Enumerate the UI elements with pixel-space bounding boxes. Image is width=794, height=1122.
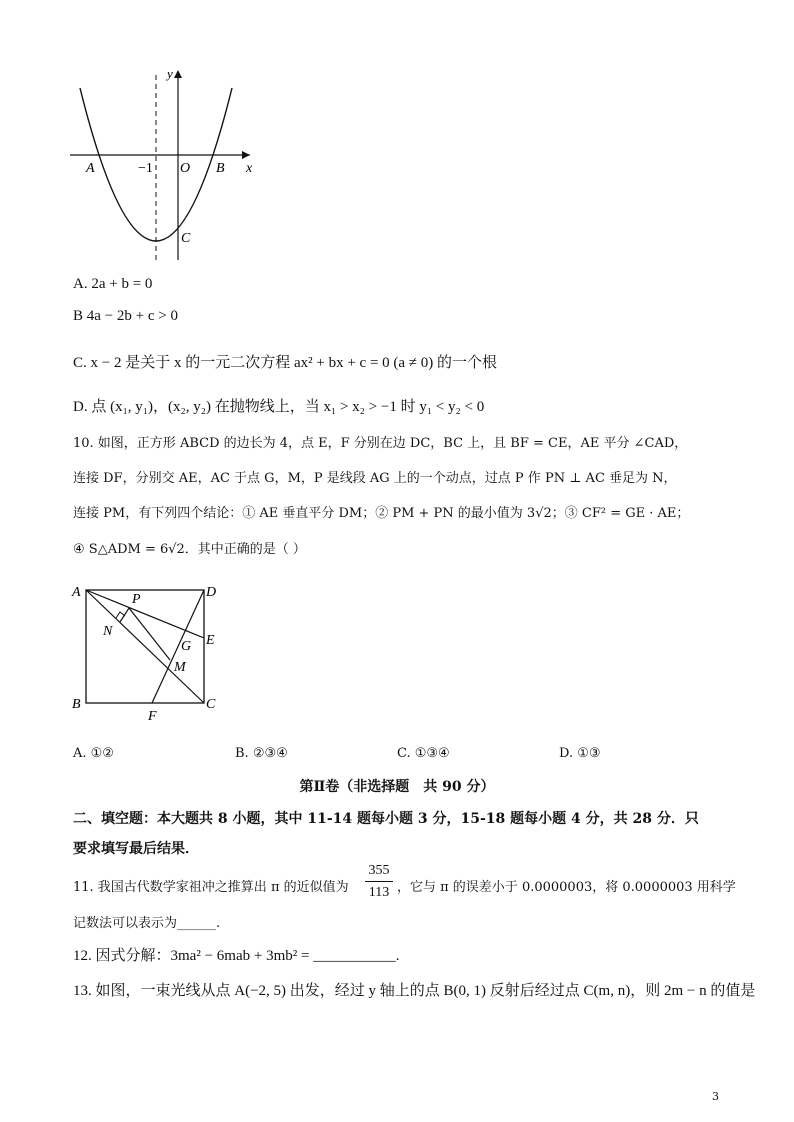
square-figure xyxy=(66,580,226,730)
x-axis-arrow xyxy=(242,151,250,159)
label-O: O xyxy=(180,161,191,176)
label-A: A xyxy=(72,585,81,600)
q10-option-a: A. ①② xyxy=(73,746,114,761)
parabola-figure xyxy=(60,60,270,270)
page-number: 3 xyxy=(712,1090,719,1103)
q10-line-4: ④ S△ADM = 6√2．其中正确的是（ ） xyxy=(73,542,306,557)
label-B: B xyxy=(216,161,225,176)
label-F: F xyxy=(148,709,157,724)
q9-option-a: A. 2a + b = 0 xyxy=(73,276,153,292)
q10-line-1: 10. 如图，正方形 ABCD 的边长为 4，点 E，F 分别在边 DC，BC 上，且 BF = CE，AE 平分 ∠CAD， xyxy=(73,436,688,451)
q9-option-d: D. 点 (x₁, y₁)，(x₂, y₂) 在抛物线上，当 x₁ > x₂ > −1 时 y₁ < y₂ < 0 xyxy=(73,399,485,415)
label-x: x xyxy=(246,161,253,176)
q9-option-b: B 4a − 2b + c > 0 xyxy=(73,308,178,324)
section-2-line-2: 要求填写最后结果． xyxy=(73,841,199,857)
label-E: E xyxy=(206,633,215,648)
label-B: B xyxy=(72,697,81,712)
q10-line-3: 连接 PM，有下列四个结论：① AE 垂直平分 DM；② PM + PN 的最小值为 3√2；③ CF² = GE · AE； xyxy=(73,506,690,521)
q10-line-2: 连接 DF，分别交 AE，AC 于点 G，M，P 是线段 AG 上的一个动点，过点 P 作 PN ⊥ AC 垂足为 N， xyxy=(73,471,677,486)
label-P: P xyxy=(132,592,141,607)
label-minus-one: −1 xyxy=(138,161,153,176)
parabola-curve xyxy=(80,88,232,241)
label-y: y xyxy=(167,66,173,81)
q10-option-c: C. ①③④ xyxy=(397,746,450,761)
label-G: G xyxy=(181,639,192,654)
q10-option-d: D. ①③ xyxy=(559,746,601,761)
fraction-bar xyxy=(365,881,393,882)
q11-prefix: 11. 我国古代数学家祖冲之推算出 π 的近似值为 xyxy=(73,880,349,895)
q12: 12. 因式分解：3ma² − 6mab + 3mb² = ___________. xyxy=(73,948,400,964)
label-N: N xyxy=(103,624,113,639)
q11-denominator: 113 xyxy=(368,885,390,900)
q11-line-2: 记数法可以表示为______. xyxy=(73,916,221,931)
label-C: C xyxy=(181,231,191,246)
q11-numerator: 355 xyxy=(368,863,390,878)
label-M: M xyxy=(174,660,186,675)
label-A: A xyxy=(86,161,95,176)
q11-suffix: ，它与 π 的误差小于 0.0000003，将 0.0000003 用科学 xyxy=(397,880,736,895)
q13: 13. 如图，一束光线从点 A(−2, 5) 出发，经过 y 轴上的点 B(0, 1) 反射后经过点 C(m, n)，则 2m − n 的值是 xyxy=(73,983,756,999)
label-D: D xyxy=(206,585,217,600)
q9-option-c: C. x − 2 是关于 x 的一元二次方程 ax² + bx + c = 0 (a ≠ 0) 的一个根 xyxy=(73,355,498,371)
q10-option-b: B. ②③④ xyxy=(235,746,288,761)
label-C: C xyxy=(206,697,216,712)
y-axis-arrow xyxy=(174,70,182,78)
section-2-line-1: 二、填空题：本大题共 8 小题，其中 11-14 题每小题 3 分，15-18 题每小题 4 分，共 28 分．只 xyxy=(73,811,699,827)
part-2-title: 第Ⅱ卷（非选择题 共 90 分） xyxy=(299,779,495,795)
